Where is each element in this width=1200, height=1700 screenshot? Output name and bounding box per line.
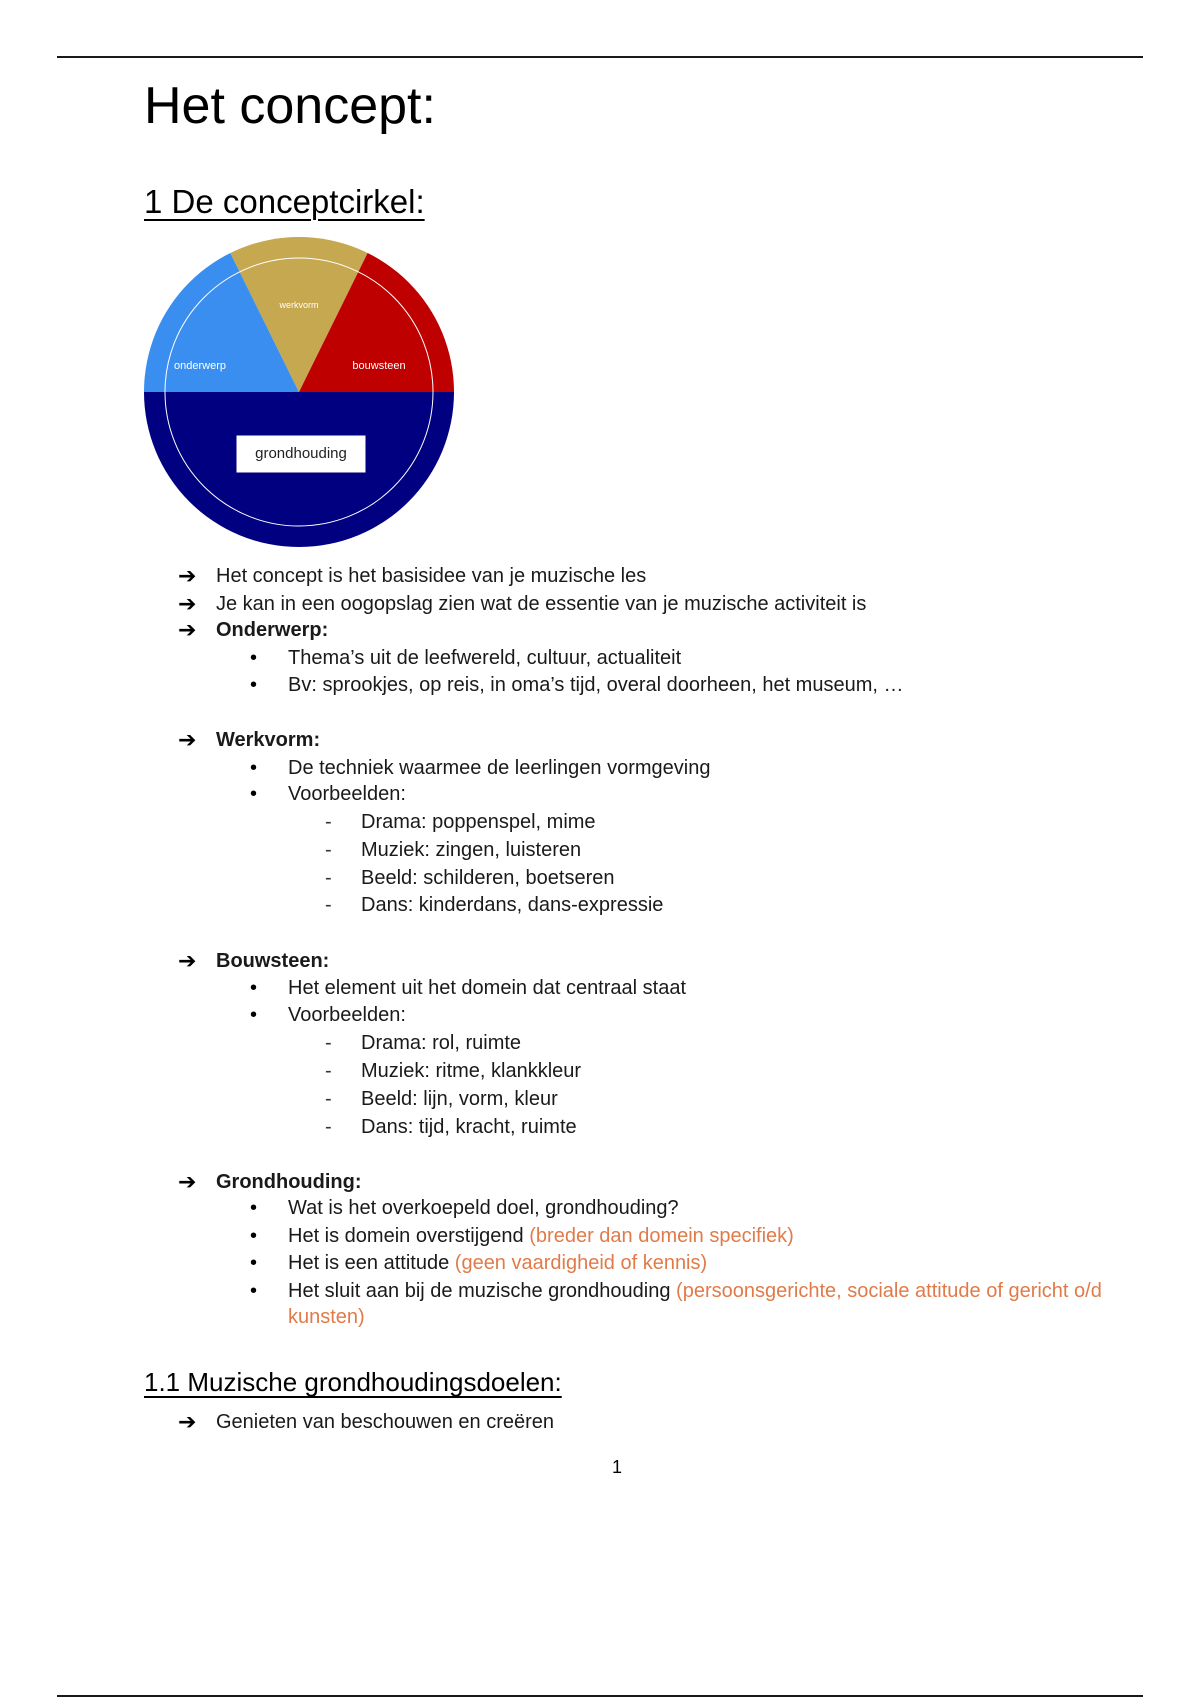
page-title: Het concept: xyxy=(144,77,436,135)
dash-icon: - xyxy=(325,811,332,833)
grondhouding-bullet-note: (geen vaardigheid of kennis) xyxy=(454,1252,708,1274)
werkvorm-example: Beeld: schilderen, boetseren xyxy=(361,867,615,889)
label-werkvorm: werkvorm xyxy=(279,300,319,310)
bullet-icon: • xyxy=(250,783,258,805)
bullet-icon: • xyxy=(250,757,258,779)
arrow-icon: ➔ xyxy=(178,591,197,616)
grondhouding-bullet-text: Het is een attitude xyxy=(288,1252,450,1274)
dash-icon: - xyxy=(325,1088,332,1110)
dash-icon: - xyxy=(325,867,332,889)
subsection-heading: 1.1 Muzische grondhoudingsdoelen: xyxy=(144,1367,562,1397)
arrow-icon: ➔ xyxy=(178,617,197,642)
grondhouding-bullet-text: Het sluit aan bij de muzische grondhouding xyxy=(288,1280,671,1302)
bouwsteen-example: Dans: tijd, kracht, ruimte xyxy=(361,1116,577,1138)
bullet-icon: • xyxy=(250,1197,258,1219)
bullet-icon: • xyxy=(250,674,258,696)
werkvorm-heading: Werkvorm: xyxy=(216,729,321,751)
arrow-icon: ➔ xyxy=(178,1169,197,1194)
arrow-icon: ➔ xyxy=(178,727,197,752)
werkvorm-bullet: Voorbeelden: xyxy=(288,783,406,805)
werkvorm-example: Dans: kinderdans, dans-expressie xyxy=(361,894,664,916)
grondhouding-bullet xyxy=(288,1223,794,1249)
werkvorm-example: Drama: poppenspel, mime xyxy=(361,811,596,833)
bullet-icon: • xyxy=(250,977,258,999)
bullet-icon: • xyxy=(250,1004,258,1026)
dash-icon: - xyxy=(325,839,332,861)
bullet-icon: • xyxy=(250,1225,258,1247)
grondhoudingsdoel-item: Genieten van beschouwen en creëren xyxy=(216,1411,555,1433)
bullet-icon: • xyxy=(250,647,258,669)
grondhouding-bullet-note: (persoonsgerichte, sociale attitude of gericht o/d kunsten) xyxy=(288,1280,1102,1328)
bouwsteen-example: Drama: rol, ruimte xyxy=(361,1032,522,1054)
arrow-icon: ➔ xyxy=(178,563,197,588)
intro-item: Het concept is het basisidee van je muzische les xyxy=(216,565,647,587)
onderwerp-heading: Onderwerp: xyxy=(216,619,329,641)
onderwerp-bullet: Bv: sprookjes, op reis, in oma’s tijd, overal doorheen, het museum, … xyxy=(288,674,904,696)
dash-icon: - xyxy=(325,1116,332,1138)
grondhouding-bullet xyxy=(288,1278,1118,1330)
werkvorm-bullet: De techniek waarmee de leerlingen vormgeving xyxy=(288,757,711,779)
page-number: 1 xyxy=(612,1457,623,1477)
arrow-icon: ➔ xyxy=(178,1409,197,1434)
concept-wheel xyxy=(142,236,456,548)
grondhouding-heading: Grondhouding: xyxy=(216,1171,362,1193)
grondhouding-bullet-text: Het is domein overstijgend xyxy=(288,1225,524,1247)
onderwerp-bullet: Thema’s uit de leefwereld, cultuur, actualiteit xyxy=(288,647,682,669)
dash-icon: - xyxy=(325,1032,332,1054)
label-bouwsteen: bouwsteen xyxy=(352,360,406,372)
werkvorm-example: Muziek: zingen, luisteren xyxy=(361,839,582,861)
dash-icon: - xyxy=(325,1060,332,1082)
bouwsteen-heading: Bouwsteen: xyxy=(216,950,330,972)
grondhouding-bullet-note: (breder dan domein specifiek) xyxy=(529,1225,794,1247)
section-heading: 1 De conceptcirkel: xyxy=(144,183,425,220)
label-grondhouding: grondhouding xyxy=(255,445,347,462)
dash-icon: - xyxy=(325,894,332,916)
grondhouding-bullet xyxy=(288,1195,679,1221)
bouwsteen-bullet: Het element uit het domein dat centraal staat xyxy=(288,977,687,999)
bouwsteen-example: Muziek: ritme, klankkleur xyxy=(361,1060,582,1082)
bouwsteen-bullet: Voorbeelden: xyxy=(288,1004,406,1026)
bullet-icon: • xyxy=(250,1252,258,1274)
label-onderwerp: onderwerp xyxy=(174,360,226,372)
arrow-icon: ➔ xyxy=(178,948,197,973)
grondhouding-bullet xyxy=(288,1250,707,1276)
top-rule xyxy=(57,56,1143,58)
bouwsteen-example: Beeld: lijn, vorm, kleur xyxy=(361,1088,558,1110)
bullet-icon: • xyxy=(250,1280,258,1302)
intro-item: Je kan in een oogopslag zien wat de essentie van je muzische activiteit is xyxy=(216,593,867,615)
bottom-rule xyxy=(57,1695,1143,1697)
grondhouding-bullet-text: Wat is het overkoepeld doel, grondhouding? xyxy=(288,1197,679,1219)
